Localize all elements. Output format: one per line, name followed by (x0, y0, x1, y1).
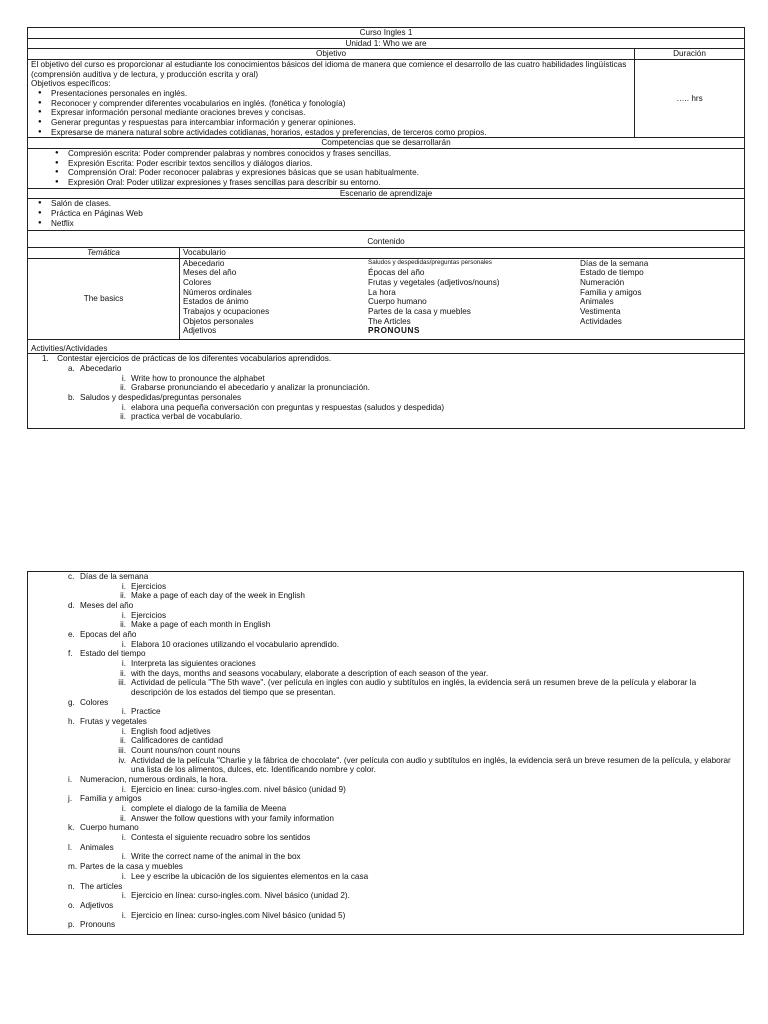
subitem-text: Calificadores de cantidad (131, 736, 223, 746)
vocab-item: Números ordinales (183, 287, 252, 297)
item-text: Estado del tiempo (80, 649, 146, 659)
vocab-item: Partes de la casa y muebles (368, 307, 471, 317)
activity-item (28, 630, 743, 640)
item-marker: i. (68, 775, 73, 785)
item-marker: h. (68, 717, 75, 727)
activity-subitem (28, 383, 744, 393)
activity-subitem (28, 814, 743, 824)
activities-list-page2 (28, 572, 743, 930)
activity-subitem (28, 911, 743, 921)
activity-subitem (28, 852, 743, 862)
activity-subitem (28, 785, 743, 795)
item-marker: l. (68, 842, 73, 852)
vocab-item: The Articles (368, 316, 411, 326)
item-marker: b. (68, 393, 75, 403)
subitem-text: Contesta el siguiente recuadro sobre los sentidos (131, 833, 311, 843)
subitem-marker: i. (121, 852, 126, 862)
item-marker: e. (68, 630, 75, 640)
list-item: ● Expresar información personal mediante oraciones breves y concisas. (51, 108, 631, 118)
activity-item (28, 698, 743, 708)
activity-subitem (28, 611, 743, 621)
subitem-marker: i. (121, 402, 126, 412)
activity-subitem (28, 640, 743, 650)
duration-heading: Duración (635, 49, 745, 60)
subitem-marker: i. (121, 871, 126, 881)
course-title: Curso Ingles 1 (28, 28, 745, 39)
subitem-marker: ii. (120, 668, 126, 678)
list-item: ● Netflix (51, 219, 741, 229)
activity-item (28, 572, 743, 582)
list-item: ● Práctica en Páginas Web (51, 209, 741, 219)
vocab-item: Frutas y vegetales (adjetivos/nouns) (368, 278, 500, 288)
vocab-item: Cuerpo humano (368, 297, 427, 307)
list-item: ● Comprensión Oral: Poder reconocer palabras y expresiones básicas que se usan habitualmente. (68, 168, 741, 178)
activity-item (28, 649, 743, 659)
vocab-item: Familia y amigos (580, 287, 642, 297)
list-item: ● Expresión Oral: Poder utilizar expresiones y frases sencillas para describir su entorno. (68, 178, 741, 188)
subitem-marker: iii. (118, 746, 126, 756)
objective-general: El objetivo del curso es proporcionar al estudiante los conocimientos básicos del idioma de manera que comience el desarrollo de las cuatro habilidades lingüísticas (comprensión auditiva y de lectura, y producción escrita y oral) (31, 60, 627, 79)
competencies-cell (28, 149, 745, 189)
activity-subitem (28, 756, 743, 775)
subitem-marker: i. (121, 784, 126, 794)
vocab-item: Estado de tiempo (580, 268, 644, 278)
subitem-text: Actividad de la película "Charlie y la fábrica de chocolate". (ver película con audio y subtítulos en inglés, la evidencia será un breve resumen de la película, y elaborar una lista de los alimentos, dulces, etc. Identificando nombre y color. (131, 755, 731, 775)
subitem-marker: iv. (118, 755, 126, 765)
vocab-item: Saludos y despedidas/preguntas personales (368, 258, 492, 266)
vocab-item: Adjetivos (183, 326, 217, 336)
item-text: The articles (80, 881, 123, 891)
subitem-marker: ii. (120, 383, 126, 393)
subitem-text: with the days, months and seasons vocabulary, elaborate a description of each season of the year. (131, 668, 489, 678)
activity-item (28, 775, 743, 785)
subitem-marker: i. (121, 707, 126, 717)
subitem-text: Make a page of each month in English (131, 620, 271, 630)
activities-list-page1 (28, 364, 744, 422)
list-item: ● Reconocer y comprender diferentes vocabularios en inglés. (fonética y fonología) (51, 99, 631, 109)
vocab-item: Actividades (580, 316, 622, 326)
activity-subitem (28, 727, 743, 737)
subitem-marker: i. (121, 726, 126, 736)
vocab-item: Animales (580, 297, 614, 307)
subitem-text: Write how to pronounce the alphabet (131, 373, 265, 383)
item-text: Contestar ejercicios de prácticas de los diferentes vocabularios aprendidos. (57, 354, 332, 364)
item-text: Meses del año (80, 601, 134, 611)
subitem-marker: i. (121, 891, 126, 901)
duration-value: ….. hrs (635, 60, 745, 138)
vocab-item: Objetos personales (183, 316, 254, 326)
activity-subitem (28, 804, 743, 814)
activity-subitem (28, 833, 743, 843)
list-item: ● Compresión escrita: Poder comprender palabras y nombres conocidos y frases sencillas. (68, 149, 741, 159)
activity-subitem (28, 872, 743, 882)
activity-item (28, 882, 743, 892)
activities-heading: Activities/Actividades (28, 340, 745, 354)
item-text: Días de la semana (80, 572, 149, 581)
vocab-cell (180, 258, 745, 339)
subitem-text: Answer the follow questions with your family information (131, 813, 334, 823)
activity-subitem (28, 678, 743, 697)
vocab-item: La hora (368, 287, 396, 297)
vocab-item: Trabajos y ocupaciones (183, 307, 270, 317)
subitem-marker: i. (121, 833, 126, 843)
item-marker: o. (68, 900, 75, 910)
subitem-text: Ejercicio en línea: curso-ingles.com Nivel básico (unidad 5) (131, 910, 346, 920)
content-heading: Contenido (28, 231, 745, 248)
activity-subitem (28, 746, 743, 756)
subitem-text: Ejercicio en linea: curso-ingles.com. nivel básico (unidad 9) (131, 784, 346, 794)
activity-subitem (28, 591, 743, 601)
item-marker: n. (68, 881, 75, 891)
list-item: ● Expresarse de manera natural sobre actividades cotidianas, horarios, estados y preferencias, de terceros como propios. (51, 128, 631, 138)
vocab-item (580, 326, 741, 336)
item-text: Abecedario (80, 364, 122, 374)
activity-subitem (28, 736, 743, 746)
vocab-item: Numeración (580, 278, 625, 288)
subitem-text: practica verbal de vocabulario. (131, 412, 243, 422)
activity-item (28, 364, 744, 374)
item-text: Animales (80, 842, 114, 852)
list-item: ● Salón de clases. (51, 199, 741, 209)
subitem-text: Ejercicios (131, 581, 167, 591)
activity-item (28, 823, 743, 833)
item-text: Cuerpo humano (80, 823, 139, 833)
vocab-item: PRONOUNS (368, 326, 421, 336)
subitem-text: Lee y escribe la ubicación de los siguientes elementos en la casa (131, 871, 369, 881)
vocab-item: Abecedario (183, 258, 225, 268)
subitem-text: Make a page of each day of the week in English (131, 591, 305, 601)
objective-heading: Objetivo (28, 49, 635, 60)
item-marker: k. (68, 823, 75, 833)
subitem-text: Practice (131, 707, 161, 717)
item-marker: f. (68, 649, 73, 659)
subitem-text: English food adjetives (131, 726, 211, 736)
item-marker: g. (68, 697, 75, 707)
subitem-text: Ejercicios (131, 610, 167, 620)
subitem-marker: ii. (120, 620, 126, 630)
activities-intro (28, 354, 744, 364)
activity-subitem (28, 707, 743, 717)
vocab-item: Estados de ánimo (183, 297, 249, 307)
activity-item (28, 862, 743, 872)
objective-specific-heading: Objetivos específicos: (31, 79, 111, 89)
course-table (27, 27, 745, 429)
item-text: Frutas y vegetales (80, 717, 147, 727)
subitem-text: Actividad de película "The 5th wave". (ver película en ingles con audio y subtítulos en inglés, la evidencia será un resumen breve de la película y elaborar la descripción de los estados del tiempo que se presentan. (131, 678, 697, 698)
subitem-text: Write the correct name of the animal in the box (131, 852, 301, 862)
list-item: ● Expresión Escrita: Poder escribir textos sencillos y diálogos diarios. (68, 159, 741, 169)
subitem-text: Interpreta las siguientes oraciones (131, 659, 256, 669)
activities-continued-table (27, 571, 744, 935)
activity-item (28, 393, 744, 403)
subitem-marker: ii. (120, 591, 126, 601)
vocab-item: Días de la semana (580, 258, 649, 268)
subitem-text: elabora una pequeña conversación con preguntas y respuestas (saludos y despedida) (131, 402, 445, 412)
activity-subitem (28, 669, 743, 679)
objective-cell (28, 60, 635, 138)
unit-title: Unidad 1: Who we are (28, 38, 745, 49)
subitem-text: complete el dialogo de la familia de Meena (131, 804, 287, 814)
vocab-item: Vestimenta (580, 307, 621, 317)
subitem-marker: iii. (118, 678, 126, 688)
subitem-marker: i. (121, 910, 126, 920)
activity-item (28, 901, 743, 911)
activity-subitem (28, 891, 743, 901)
item-number: 1. (42, 354, 49, 364)
item-text: Saludos y despedidas/preguntas personales (80, 393, 242, 403)
item-text: Colores (80, 697, 109, 707)
item-text: Familia y amigos (80, 794, 142, 804)
subitem-marker: i. (121, 639, 126, 649)
vocab-item: Colores (183, 278, 212, 288)
vocab-item: Meses del año (183, 268, 237, 278)
list-item: ● Presentaciones personales en inglés. (51, 89, 631, 99)
subitem-marker: ii. (120, 412, 126, 422)
item-marker: d. (68, 601, 75, 611)
activity-subitem (28, 582, 743, 592)
scenario-cell (28, 199, 745, 231)
item-marker: c. (68, 572, 75, 581)
item-marker: a. (68, 364, 75, 374)
subitem-text: Ejercicio en línea: curso-ingles.com. Nivel básico (unidad 2). (131, 891, 350, 901)
subitem-marker: i. (121, 610, 126, 620)
list-item: ● Generar preguntas y respuestas para intercambiar información y generar opiniones. (51, 118, 631, 128)
item-text: Adjetivos (80, 900, 114, 910)
subitem-text: Grabarse pronunciando el abecedario y analizar la pronunciación. (131, 383, 370, 393)
subitem-text: Elabora 10 oraciones utilizando el vocabulario aprendido. (131, 639, 340, 649)
subitem-text: Count nouns/non count nouns (131, 746, 241, 756)
item-text: Partes de la casa y muebles (80, 862, 183, 872)
vocab-heading: Vocabulario (180, 248, 745, 259)
item-marker: p. (68, 920, 75, 930)
activity-item (28, 794, 743, 804)
subitem-marker: i. (121, 659, 126, 669)
theme-name: The basics (28, 258, 180, 339)
subitem-marker: ii. (120, 813, 126, 823)
scenario-heading: Escenario de aprendizaje (28, 188, 745, 199)
item-marker: m. (68, 862, 78, 872)
item-text: Numeracion, numerous ordinals, la hora. (80, 775, 228, 785)
activity-item (28, 843, 743, 853)
vocab-item: Épocas del año (368, 268, 425, 278)
item-text: Epocas del año (80, 630, 137, 640)
activity-subitem (28, 403, 744, 413)
activity-subitem (28, 374, 744, 384)
activity-subitem (28, 620, 743, 630)
objective-specific-list (31, 89, 631, 137)
subitem-marker: ii. (120, 736, 126, 746)
activity-subitem (28, 412, 744, 422)
theme-heading: Temática (28, 248, 180, 259)
activity-item (28, 920, 743, 930)
activities-cell-page2 (28, 572, 744, 935)
competencies-heading: Competencias que se desarrollarán (28, 138, 745, 149)
activities-cell-page1 (28, 354, 745, 429)
activity-item (28, 717, 743, 727)
item-marker: j. (68, 794, 73, 804)
subitem-marker: i. (121, 373, 126, 383)
activity-subitem (28, 659, 743, 669)
subitem-marker: i. (121, 581, 126, 591)
subitem-marker: i. (121, 804, 126, 814)
activity-item (28, 601, 743, 611)
item-text: Pronouns (80, 920, 116, 930)
